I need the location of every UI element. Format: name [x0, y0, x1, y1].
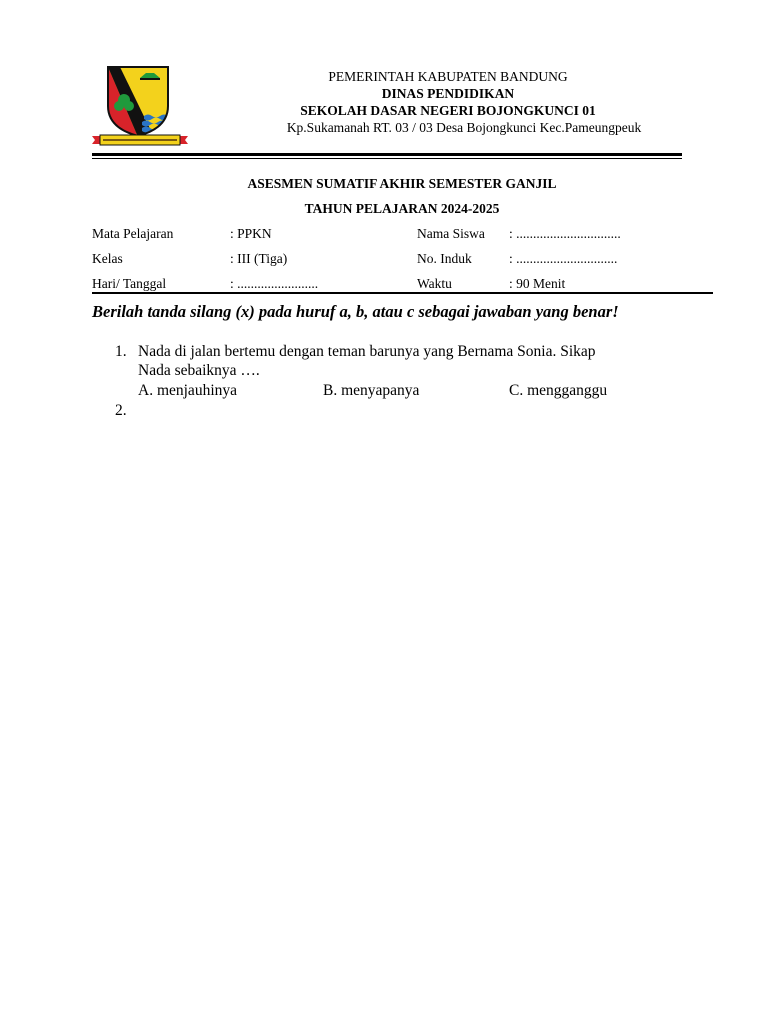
instruction-text: Berilah tanda silang (x) pada huruf a, b, atau c sebagai jawaban yang benar! [92, 302, 619, 321]
student-number-field: : .............................. [509, 251, 618, 266]
letterhead-department: DINAS PENDIDIKAN [381, 86, 515, 101]
letterhead-divider-thin [92, 158, 682, 159]
time-label: Waktu [417, 276, 452, 291]
date-label: Hari/ Tanggal [92, 276, 167, 291]
question-1-option-a: A. menjauhinya [138, 382, 238, 399]
letterhead-school: SEKOLAH DASAR NEGERI BOJONGKUNCI 01 [300, 103, 596, 118]
question-1-number: 1. [115, 343, 127, 360]
class-value: : III (Tiga) [230, 251, 288, 266]
student-number-label: No. Induk [417, 251, 472, 266]
question-1-text-line1: Nada di jalan bertemu dengan teman barunya yang Bernama Sonia. Sikap [138, 343, 596, 360]
kabupaten-bandung-emblem-icon [88, 64, 192, 150]
info-divider [92, 292, 713, 294]
class-label: Kelas [92, 251, 123, 266]
question-1-option-b: B. menyapanya [323, 382, 420, 399]
question-2-number: 2. [115, 402, 127, 419]
question-1-option-c: C. mengganggu [509, 382, 608, 399]
letterhead-address: Kp.Sukamanah RT. 03 / 03 Desa Bojongkunci Kec.Pameungpeuk [286, 120, 642, 135]
exam-year: TAHUN PELAJARAN 2024-2025 [304, 201, 500, 216]
student-name-field: : ............................... [509, 226, 621, 241]
student-name-label: Nama Siswa [417, 226, 485, 241]
letterhead-divider-thick [92, 153, 682, 156]
question-1-text-line2: Nada sebaiknya …. [138, 362, 260, 379]
subject-value: : PPKN [230, 226, 272, 241]
time-value: : 90 Menit [509, 276, 566, 291]
exam-title: ASESMEN SUMATIF AKHIR SEMESTER GANJIL [247, 176, 557, 191]
letterhead-government: PEMERINTAH KABUPATEN BANDUNG [328, 69, 568, 84]
subject-label: Mata Pelajaran [92, 226, 174, 241]
date-field: : ........................ [230, 276, 319, 291]
